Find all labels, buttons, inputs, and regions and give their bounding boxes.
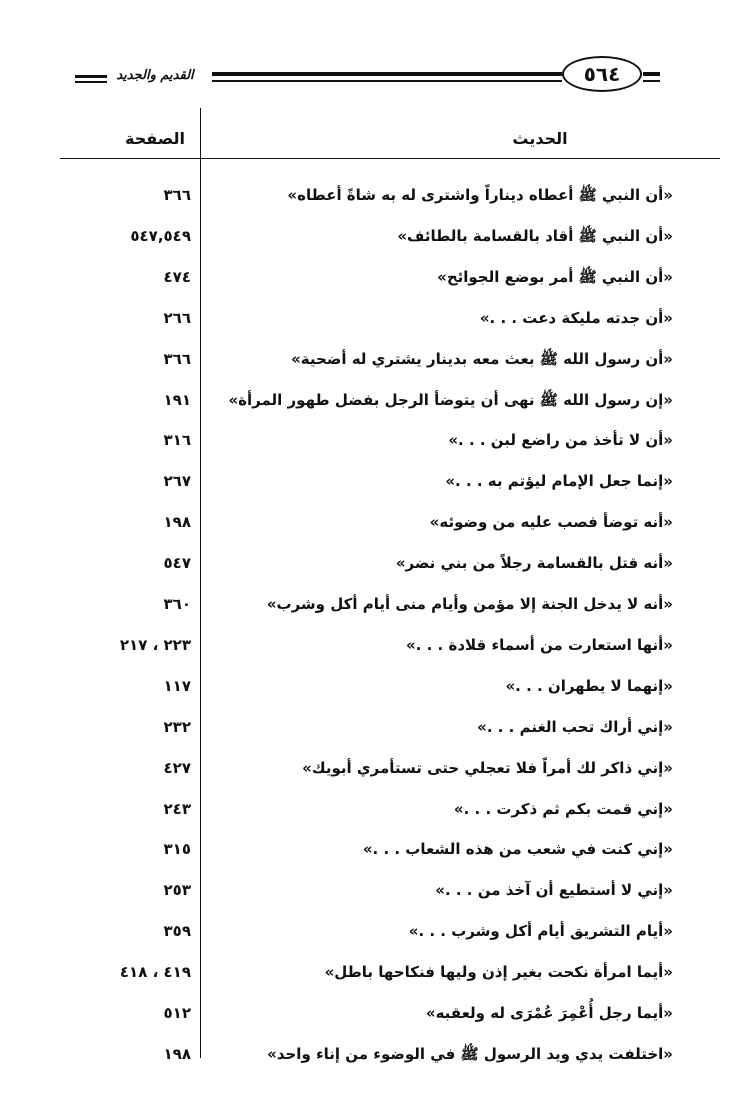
hadith-text: «إنما جعل الإمام ليؤتم به . . .» <box>445 472 673 491</box>
page-reference: ٥١٢ <box>163 1004 191 1022</box>
page-reference: ١١٧ <box>163 676 191 695</box>
hadith-text: «إني قمت بكم ثم ذكرت . . .» <box>453 799 673 818</box>
hadith-text: «أيام التشريق أيام أكل وشرب . . .» <box>408 922 673 941</box>
table-row <box>0 505 755 545</box>
page-reference: ١٩٨ <box>163 1044 191 1063</box>
table-row <box>0 464 755 504</box>
page-number: ٥٦٤ <box>562 56 642 92</box>
hadith-text: «إن رسول الله ﷺ نهى أن يتوضأ الرجل بفضل طهور المرأة» <box>228 390 673 409</box>
hadith-text: «أيما رجل أُعْمِرَ عُمْرَى له ولعقبه» <box>425 1004 673 1022</box>
table-row <box>0 996 755 1036</box>
page-reference: ٢٢٣ ، ٢١٧ <box>119 635 191 654</box>
page-reference: ٥٤٧,٥٤٩ <box>130 226 191 245</box>
hadith-text: «اختلفت يدي ويد الرسول ﷺ في الوضوء من إناء واحد» <box>267 1044 673 1063</box>
hadith-text: «أنه لا يدخل الجنة إلا مؤمن وأيام منى أيام أكل وشرب» <box>266 595 673 613</box>
hadith-text: «إنهما لا يطهران . . .» <box>505 676 673 695</box>
page-reference: ٢٦٦ <box>163 308 191 327</box>
hadith-text: «أن لا تأخذ من راضع لبن . . .» <box>448 431 673 450</box>
column-header-hadith: الحديث <box>512 128 568 148</box>
table-row <box>0 628 755 668</box>
table-row <box>0 301 755 341</box>
table-row <box>0 873 755 913</box>
hadith-text: «أن جدته مليكة دعت . . .» <box>479 308 673 327</box>
page-reference: ٣٦٦ <box>163 349 191 368</box>
table-row <box>0 751 755 791</box>
running-title: القديم والجديد <box>116 68 194 83</box>
page-reference: ٢٥٣ <box>163 881 191 900</box>
table-row <box>0 546 755 586</box>
table-row <box>0 423 755 463</box>
table-row <box>0 1037 755 1077</box>
hadith-text: «أن رسول الله ﷺ بعث معه بدينار يشتري له أضحية» <box>291 349 673 368</box>
hadith-text: «أن النبي ﷺ أمر بوضع الجوائح» <box>437 267 673 286</box>
hadith-text: «أنه توضأ فصب عليه من وضوئه» <box>429 513 673 532</box>
header-rule-right <box>643 72 660 82</box>
page-reference: ٤٧٤ <box>163 267 191 286</box>
table-row <box>0 914 755 954</box>
hadith-text: «أن النبي ﷺ أقاد بالقسامة بالطائف» <box>397 226 673 245</box>
header-rule-middle <box>212 72 562 82</box>
hadith-text: «إني لا أستطيع أن آخذ من . . .» <box>435 881 673 900</box>
page-reference: ٤٢٧ <box>163 758 191 777</box>
hadith-text: «أيما امرأة نكحت بغير إذن وليها فنكاحها باطل» <box>324 963 673 982</box>
page-reference: ٥٤٧ <box>163 554 191 573</box>
page-reference: ٢٣٢ <box>163 717 191 736</box>
table-row <box>0 219 755 259</box>
header-underline <box>60 158 720 159</box>
page-reference: ٤١٩ ، ٤١٨ <box>119 963 191 982</box>
table-row <box>0 669 755 709</box>
page-reference: ٣٦٠ <box>163 595 191 613</box>
hadith-text: «إني كنت في شعب من هذه الشعاب . . .» <box>362 840 673 859</box>
page-reference: ١٩٨ <box>163 513 191 532</box>
table-row <box>0 178 755 218</box>
table-row <box>0 955 755 995</box>
table-row <box>0 383 755 423</box>
table-row <box>0 792 755 832</box>
table-row <box>0 260 755 300</box>
hadith-text: «إني ذاكر لك أمراً فلا تعجلي حتى تستأمري أبويك» <box>302 758 673 777</box>
hadith-text: «أن النبي ﷺ أعطاه ديناراً واشترى له به شاةً أعطاه» <box>287 186 673 204</box>
table-row <box>0 710 755 750</box>
table-row <box>0 832 755 872</box>
column-header-page: الصفحة <box>125 128 186 148</box>
page-reference: ٢٦٧ <box>163 472 191 491</box>
hadith-text: «إني أراك تحب الغنم . . .» <box>477 717 673 736</box>
header-rule-left <box>75 75 107 83</box>
hadith-text: «أنها استعارت من أسماء قلادة . . .» <box>406 635 673 654</box>
page-reference: ٣١٥ <box>163 840 191 859</box>
table-row <box>0 342 755 382</box>
page-reference: ٣٥٩ <box>163 922 191 941</box>
hadith-text: «أنه قتل بالقسامة رجلاً من بني نضر» <box>395 554 673 573</box>
page-reference: ٢٤٣ <box>163 799 191 818</box>
page-reference: ١٩١ <box>163 390 191 409</box>
page-reference: ٣٦٦ <box>163 186 191 204</box>
page-reference: ٣١٦ <box>163 431 191 450</box>
table-row <box>0 587 755 627</box>
